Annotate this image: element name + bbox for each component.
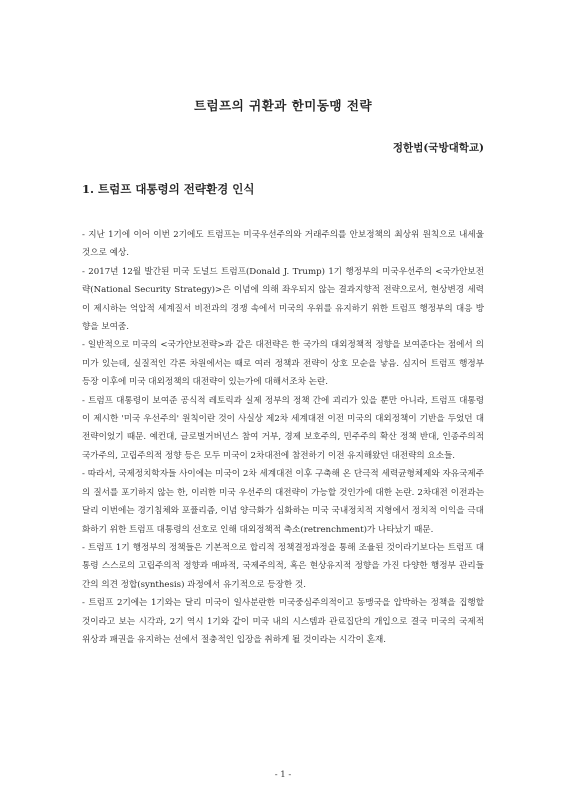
paragraph-5: - 따라서, 국제정치학자들 사이에는 미국이 2차 세계대전 이후 구축해 온 단극적 세력균형체제와 자유국제주의 질서를 포기하지 않는 한, 이러한 미국 우선주의 대전략이 가능할 것인가에 대한 논란. 2차대전 이전과는 달리 이번에는 경기침체와 포퓰리즘, 이념 양극화가 심화하는 미국 국내정치적 지형에서 정치적 이익을 극대화하기 위한 트럼프 대통령의 선호로 인해 대외정책적 축소(retrenchment)가 나타났기 때문.: [82, 469, 484, 535]
paragraph-1: - 지난 1기에 이어 이번 2기에도 트럼프는 미국우선주의와 거래주의를 안보정책의 최상위 원칙으로 내세울 것으로 예상.: [82, 230, 484, 259]
body-paragraphs: [82, 226, 484, 649]
paragraph-7: - 트럼프 2기에는 1기와는 달리 미국이 일사분란한 미국중심주의적이고 동맹국을 압박하는 정책을 집행할 것이라고 보는 시각과, 2기 역시 1기와 같이 미국 내의 시스템과 관료집단의 개입으로 결국 미국의 국제적 위상과 패권을 유지하는 선에서 절충적인 입장을 취하게 될 것이라는 시각이 혼재.: [82, 598, 484, 645]
page-number: - 1 -: [274, 770, 292, 780]
paragraph-4: - 트럼프 대통령이 보여준 공식적 레토릭과 실제 정부의 정책 간에 괴리가 있을 뿐만 아니라, 트럼프 대통령이 제시한 '미국 우선주의' 원칙이란 것이 사실상 제2차 세계대전 이전 미국의 대외정책이 기반을 두었던 대전략이었기 때문. 예컨대, 글로벌거버넌스 참여 거부, 경제 보호주의, 민주주의 확산 정책 반대, 인종주의적 국가주의, 고립주의적 정향 등은 모두 미국이 2차대전에 참전하기 이전 유지해왔던 대전략의 요소들.: [82, 395, 484, 461]
paragraph-3: - 일반적으로 미국의 <국가안보전략>과 같은 대전략은 한 국가의 대외정책적 정향을 보여준다는 점에서 의미가 있는데, 실질적인 각론 차원에서는 때로 여러 정책과 전략이 상호 모순을 낳음. 심지어 트럼프 행정부 등장 이후에 미국 대외정책의 대전략이 있는가에 대해서조차 논란.: [82, 340, 484, 388]
section-heading: 1. 트럼프 대통령의 전략환경 인식: [82, 182, 255, 196]
paragraph-6: - 트럼프 1기 행정부의 정책들은 기본적으로 합리적 정책결정과정을 통해 조율된 것이라기보다는 트럼프 대통령 스스로의 고립주의적 정향과 매파적, 국제주의적, 혹은 현상유지적 정향을 가진 다양한 행정부 관리들 간의 의견 정합(synthesis) 과정에서 유기적으로 등장한 것.: [82, 542, 484, 590]
paragraph-2: - 2017년 12월 발간된 미국 도널드 트럼프(Donald J. Trump) 1기 행정부의 미국우선주의 <국가안보전략(National Security Strategy)>은 이념에 의해 좌우되지 않는 결과지향적 전략으로서, 현상변경 세력이 제시하는 억압적 세계질서 비전과의 경쟁 속에서 미국의 우위를 유지하기 위한 트럼프 행정부의 대응 방향을 보여줌.: [82, 266, 484, 333]
author-affiliation: 정한범(국방대학교): [392, 142, 484, 154]
document-title: 트럼프의 귀환과 한미동맹 전략: [193, 98, 373, 113]
